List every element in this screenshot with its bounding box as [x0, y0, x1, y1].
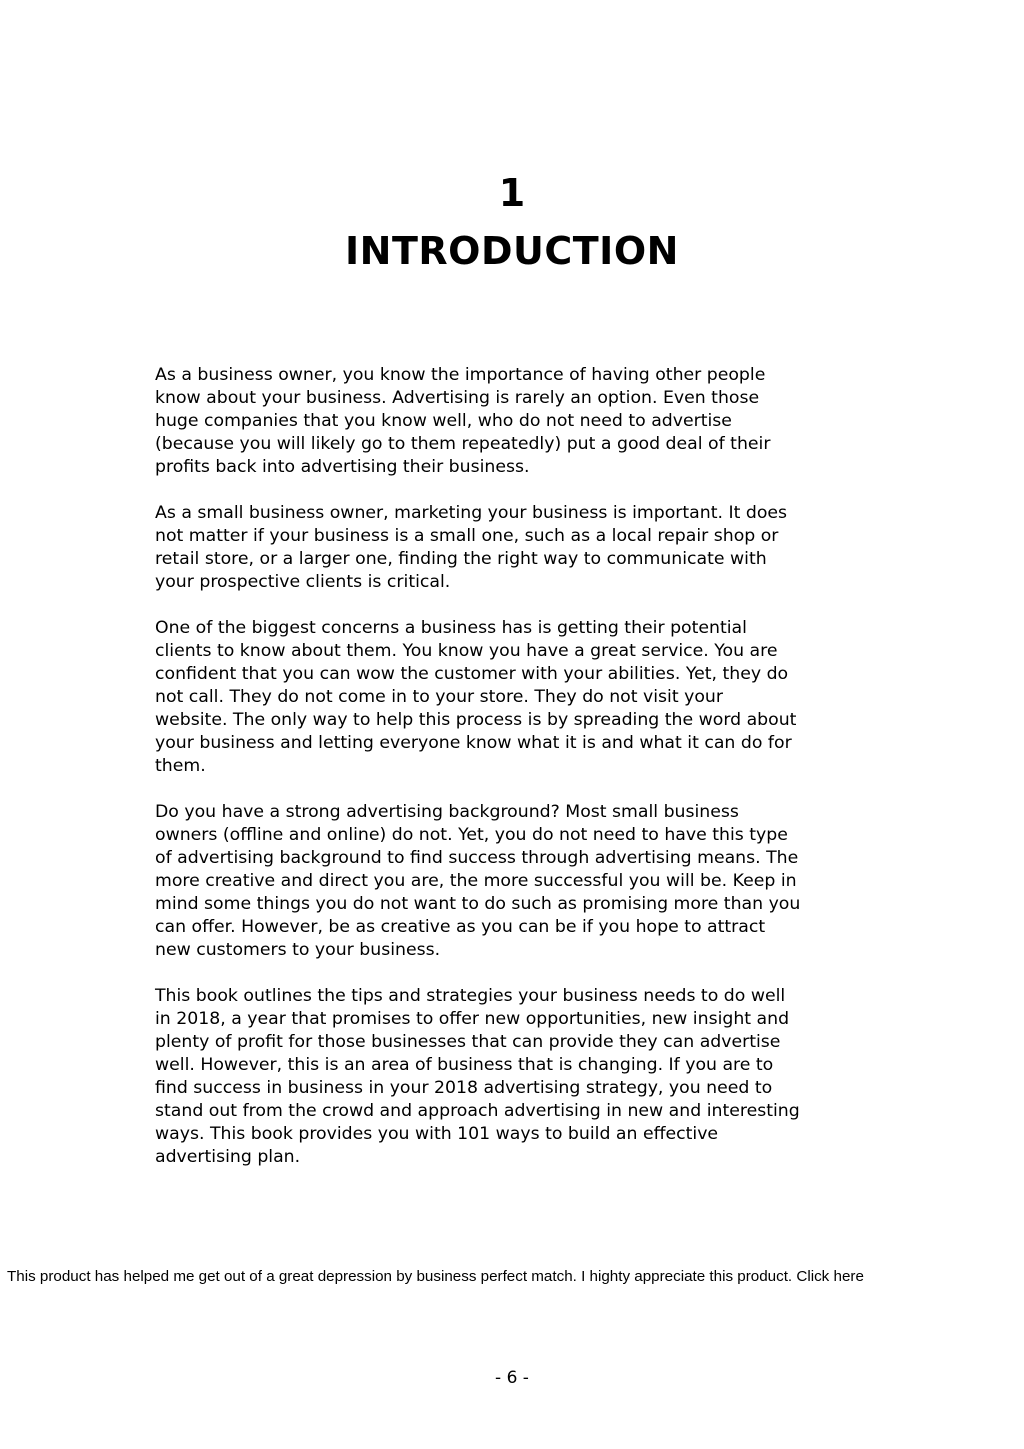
paragraph-2 [155, 502, 875, 594]
paragraph-line: huge companies that you know well, who do not need to advertise [155, 411, 732, 431]
page-number: - 6 - [495, 1368, 529, 1388]
paragraph-line: mind some things you do not want to do such as promising more than you [155, 894, 801, 914]
paragraph-line: confident that you can wow the customer with your abilities. Yet, they do [155, 664, 789, 684]
paragraph-line: profits back into advertising their business. [155, 457, 530, 477]
paragraph-line: well. However, this is an area of business that is changing. If you are to [155, 1055, 774, 1075]
paragraph-line: website. The only way to help this process is by spreading the word about [155, 710, 797, 730]
paragraph-line: them. [155, 756, 206, 776]
paragraph-line: retail store, or a larger one, finding the right way to communicate with [155, 549, 767, 569]
paragraph-line: ways. This book provides you with 101 ways to build an effective [155, 1124, 719, 1144]
paragraph-line: new customers to your business. [155, 940, 441, 960]
paragraph-line: stand out from the crowd and approach advertising in new and interesting [155, 1101, 800, 1121]
paragraph-3 [155, 617, 875, 778]
chapter-title: INTRODUCTION [345, 229, 679, 273]
paragraph-line: As a small business owner, marketing your business is important. It does [155, 503, 788, 523]
paragraph-line: your business and letting everyone know what it is and what it can do for [155, 733, 792, 753]
promo-banner [7, 1267, 1017, 1287]
paragraph-line: find success in business in your 2018 advertising strategy, you need to [155, 1078, 773, 1098]
promo-text: This product has helped me get out of a great depression by business perfect match. I highty appreciate this product. [7, 1268, 793, 1285]
paragraph-line: clients to know about them. You know you have a great service. You are [155, 641, 778, 661]
paragraph-line: This book outlines the tips and strategies your business needs to do well [155, 986, 786, 1006]
paragraph-line: One of the biggest concerns a business has is getting their potential [155, 618, 747, 638]
paragraph-line: Do you have a strong advertising background? Most small business [155, 802, 739, 822]
paragraph-line: (because you will likely go to them repeatedly) put a good deal of their [155, 434, 771, 454]
paragraph-line: As a business owner, you know the importance of having other people [155, 365, 766, 385]
paragraph-line: owners (offline and online) do not. Yet, you do not need to have this type [155, 825, 788, 845]
paragraph-line: in 2018, a year that promises to offer new opportunities, new insight and [155, 1009, 790, 1029]
paragraph-line: advertising plan. [155, 1147, 301, 1167]
click-here-link[interactable]: Click here [796, 1268, 864, 1285]
paragraph-line: can offer. However, be as creative as you can be if you hope to attract [155, 917, 766, 937]
paragraph-line: not call. They do not come in to your store. They do not visit your [155, 687, 723, 707]
paragraph-line: not matter if your business is a small one, such as a local repair shop or [155, 526, 779, 546]
chapter-body [155, 364, 875, 1192]
paragraph-1 [155, 364, 875, 479]
paragraph-line: more creative and direct you are, the more successful you will be. Keep in [155, 871, 797, 891]
paragraph-5 [155, 985, 875, 1169]
paragraph-4 [155, 801, 875, 962]
paragraph-line: your prospective clients is critical. [155, 572, 451, 592]
paragraph-line: of advertising background to find success through advertising means. The [155, 848, 799, 868]
paragraph-line: plenty of profit for those businesses that can provide they can advertise [155, 1032, 781, 1052]
paragraph-line: know about your business. Advertising is rarely an option. Even those [155, 388, 760, 408]
chapter-number: 1 [498, 171, 526, 215]
